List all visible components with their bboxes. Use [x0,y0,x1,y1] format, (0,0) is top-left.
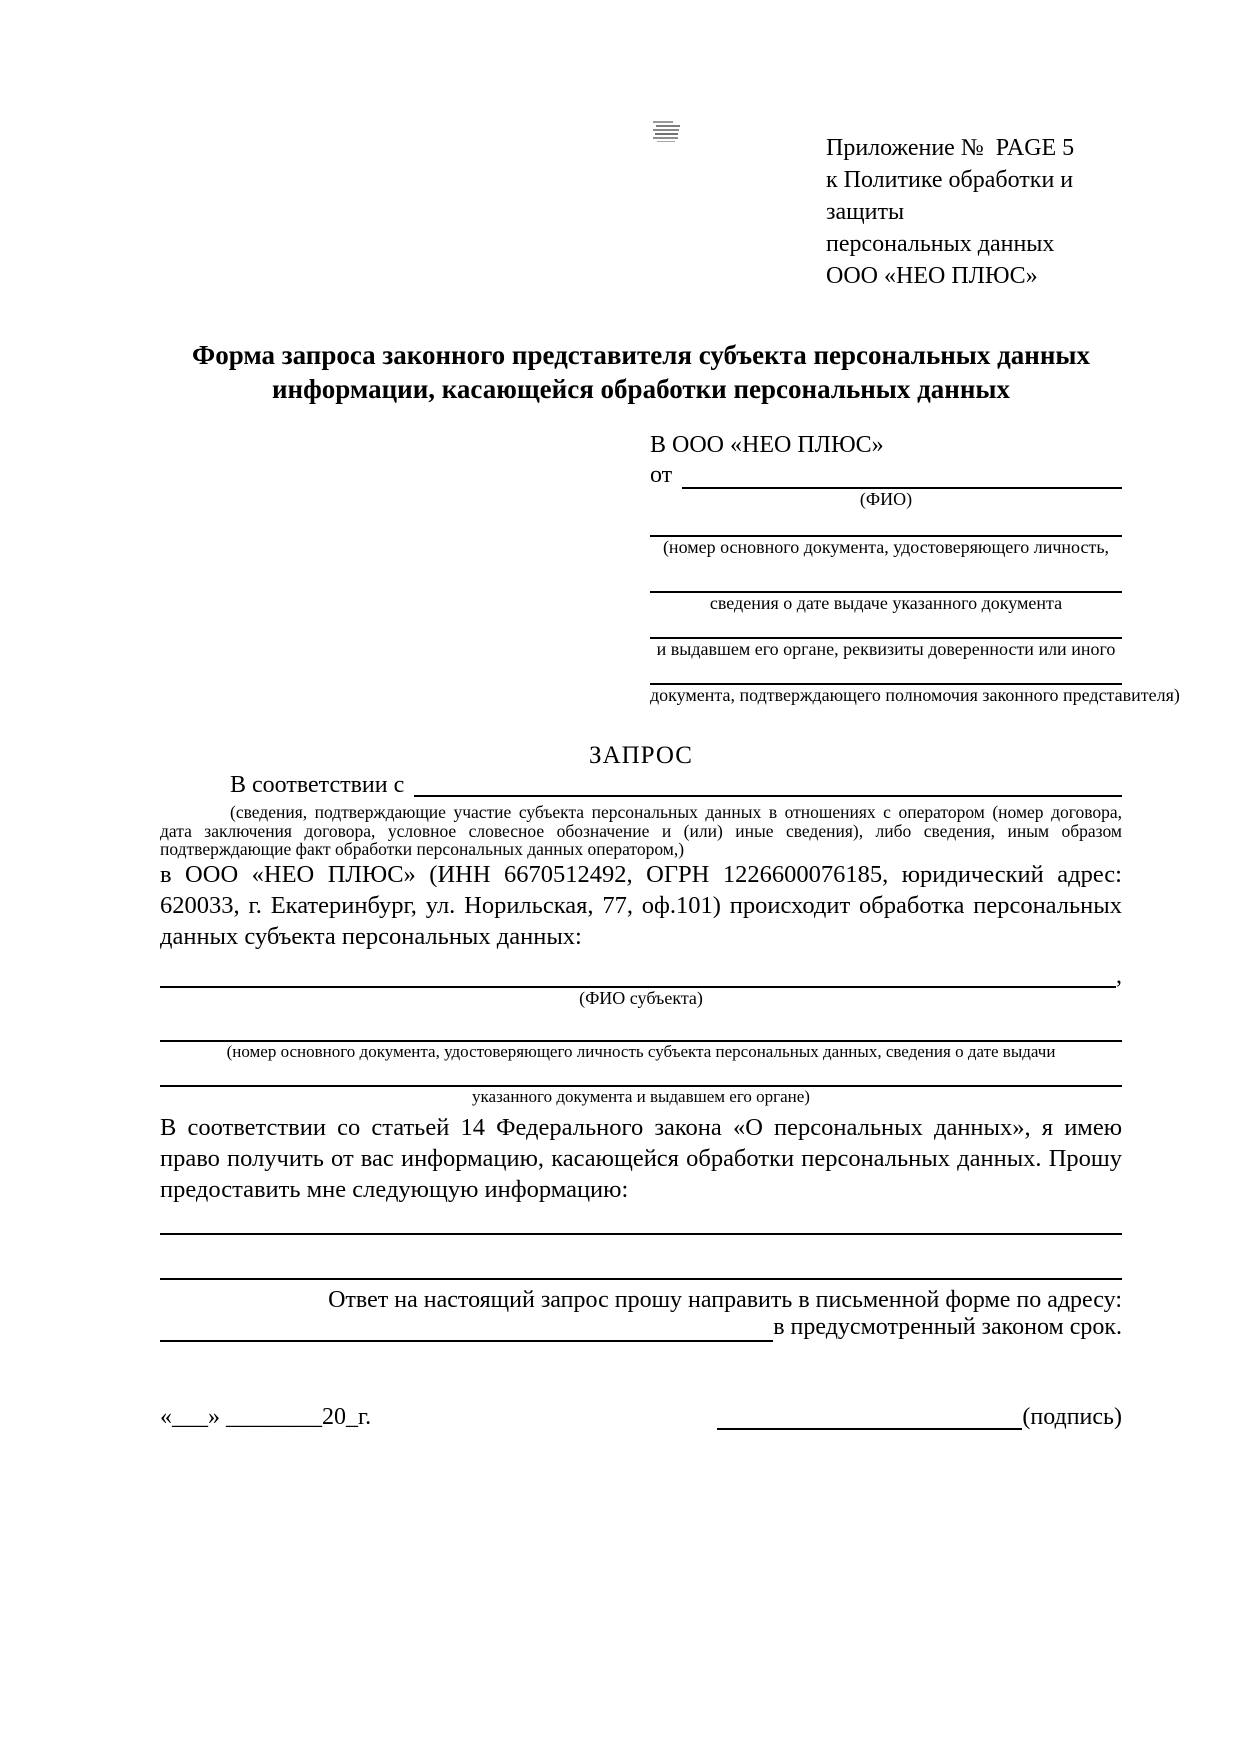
blank-field-reply-address [160,1316,773,1342]
field-caption: и выдавшем его органе, реквизиты доверенности или иного [656,639,1116,659]
appendix-line: к Политике обработки и защиты [826,167,1074,225]
field-caption: документа, подтверждающего полномочия законного представителя) [650,685,1180,705]
intro-row [160,773,1122,797]
field-caption: указанного документа и выдавшем его органе) [472,1086,810,1106]
signature-area [717,1404,1122,1430]
blank-field-requested-info [160,1205,1122,1235]
blank-field-document-number [650,509,1122,537]
appendix-line: Приложение № PAGE 5 [826,135,1075,161]
from-row [650,462,1122,489]
reply-address-row [160,1312,1122,1342]
subject-comma: , [1116,962,1122,989]
blank-field-subject-document-issuer [160,1061,1122,1087]
field-caption: сведения о дате выдаче указанного документа [709,593,1063,613]
operator-paragraph: в ООО «НЕО ПЛЮС» (ИНН 6670512492, ОГРН 1226600076185, юридический адрес: 620033, г. Екатеринбург, ул. Норильская, 77, оф.101) происходит обработка персональных данных субъекта персональных данных: [160,860,1122,950]
blank-field-basis [414,775,1122,797]
blank-field-authority-document [650,659,1122,685]
fine-print-note: (сведения, подтверждающие участие субъекта персональных данных в отношениях с оператором (номер договора, дата заключения договора, условное словесное обозначение и (или) иные сведения), либо сведения, иным образом подтверждающие факт обработки персональных данных оператором,) [160,802,1122,859]
subject-fio-row [160,958,1122,988]
appendix-line: персональных данных [826,231,1055,257]
intro-label: В соответствии с [230,772,405,798]
date-line: «___» ________20_г. [160,1403,372,1430]
signature-caption: (подпись) [1022,1403,1122,1430]
addressee-company: В ООО «НЕО ПЛЮС» [650,432,884,458]
embedded-object-icon [653,120,680,142]
blank-field-requested-info [160,1235,1122,1280]
blank-field-signature [717,1404,1022,1430]
field-caption: (ФИО) [859,489,913,509]
appendix-company: ООО «НЕО ПЛЮС» [826,263,1038,289]
field-caption: (номер основного документа, удостоверяющего личность, [662,537,1110,557]
blank-field-subject-fio [160,958,1116,988]
reply-instruction: Ответ на настоящий запрос прошу направить в письменной форме по адресу: [328,1286,1122,1313]
blank-field-issuing-authority [650,613,1122,639]
from-label: от [650,462,673,488]
blank-field-issue-date [650,557,1122,593]
blank-field-fio [682,464,1122,489]
law-paragraph: В соответствии со статьей 14 Федерального закона «О персональных данных», я имею право получить от вас информацию, касающейся обработки персональных данных. Прошу предоставить мне следующую информацию: [160,1113,1122,1203]
document-title-line: информации, касающейся обработки персональных данных [272,374,1010,404]
blank-field-subject-document [160,1014,1122,1042]
appendix-block [826,132,1122,292]
document-title [160,338,1122,406]
reply-tail: в предусмотренный законом срок. [773,1313,1122,1340]
field-caption: (ФИО субъекта) [579,987,703,1008]
field-caption: (номер основного документа, удостоверяющего личность субъекта персональных данных, сведения о дате выдачи [226,1041,1056,1061]
footer-row [160,1404,1122,1430]
request-heading: ЗАПРОС [589,742,693,769]
addressee-block [650,428,1180,705]
document-title-line: Форма запроса законного представителя субъекта персональных данных [192,340,1090,370]
